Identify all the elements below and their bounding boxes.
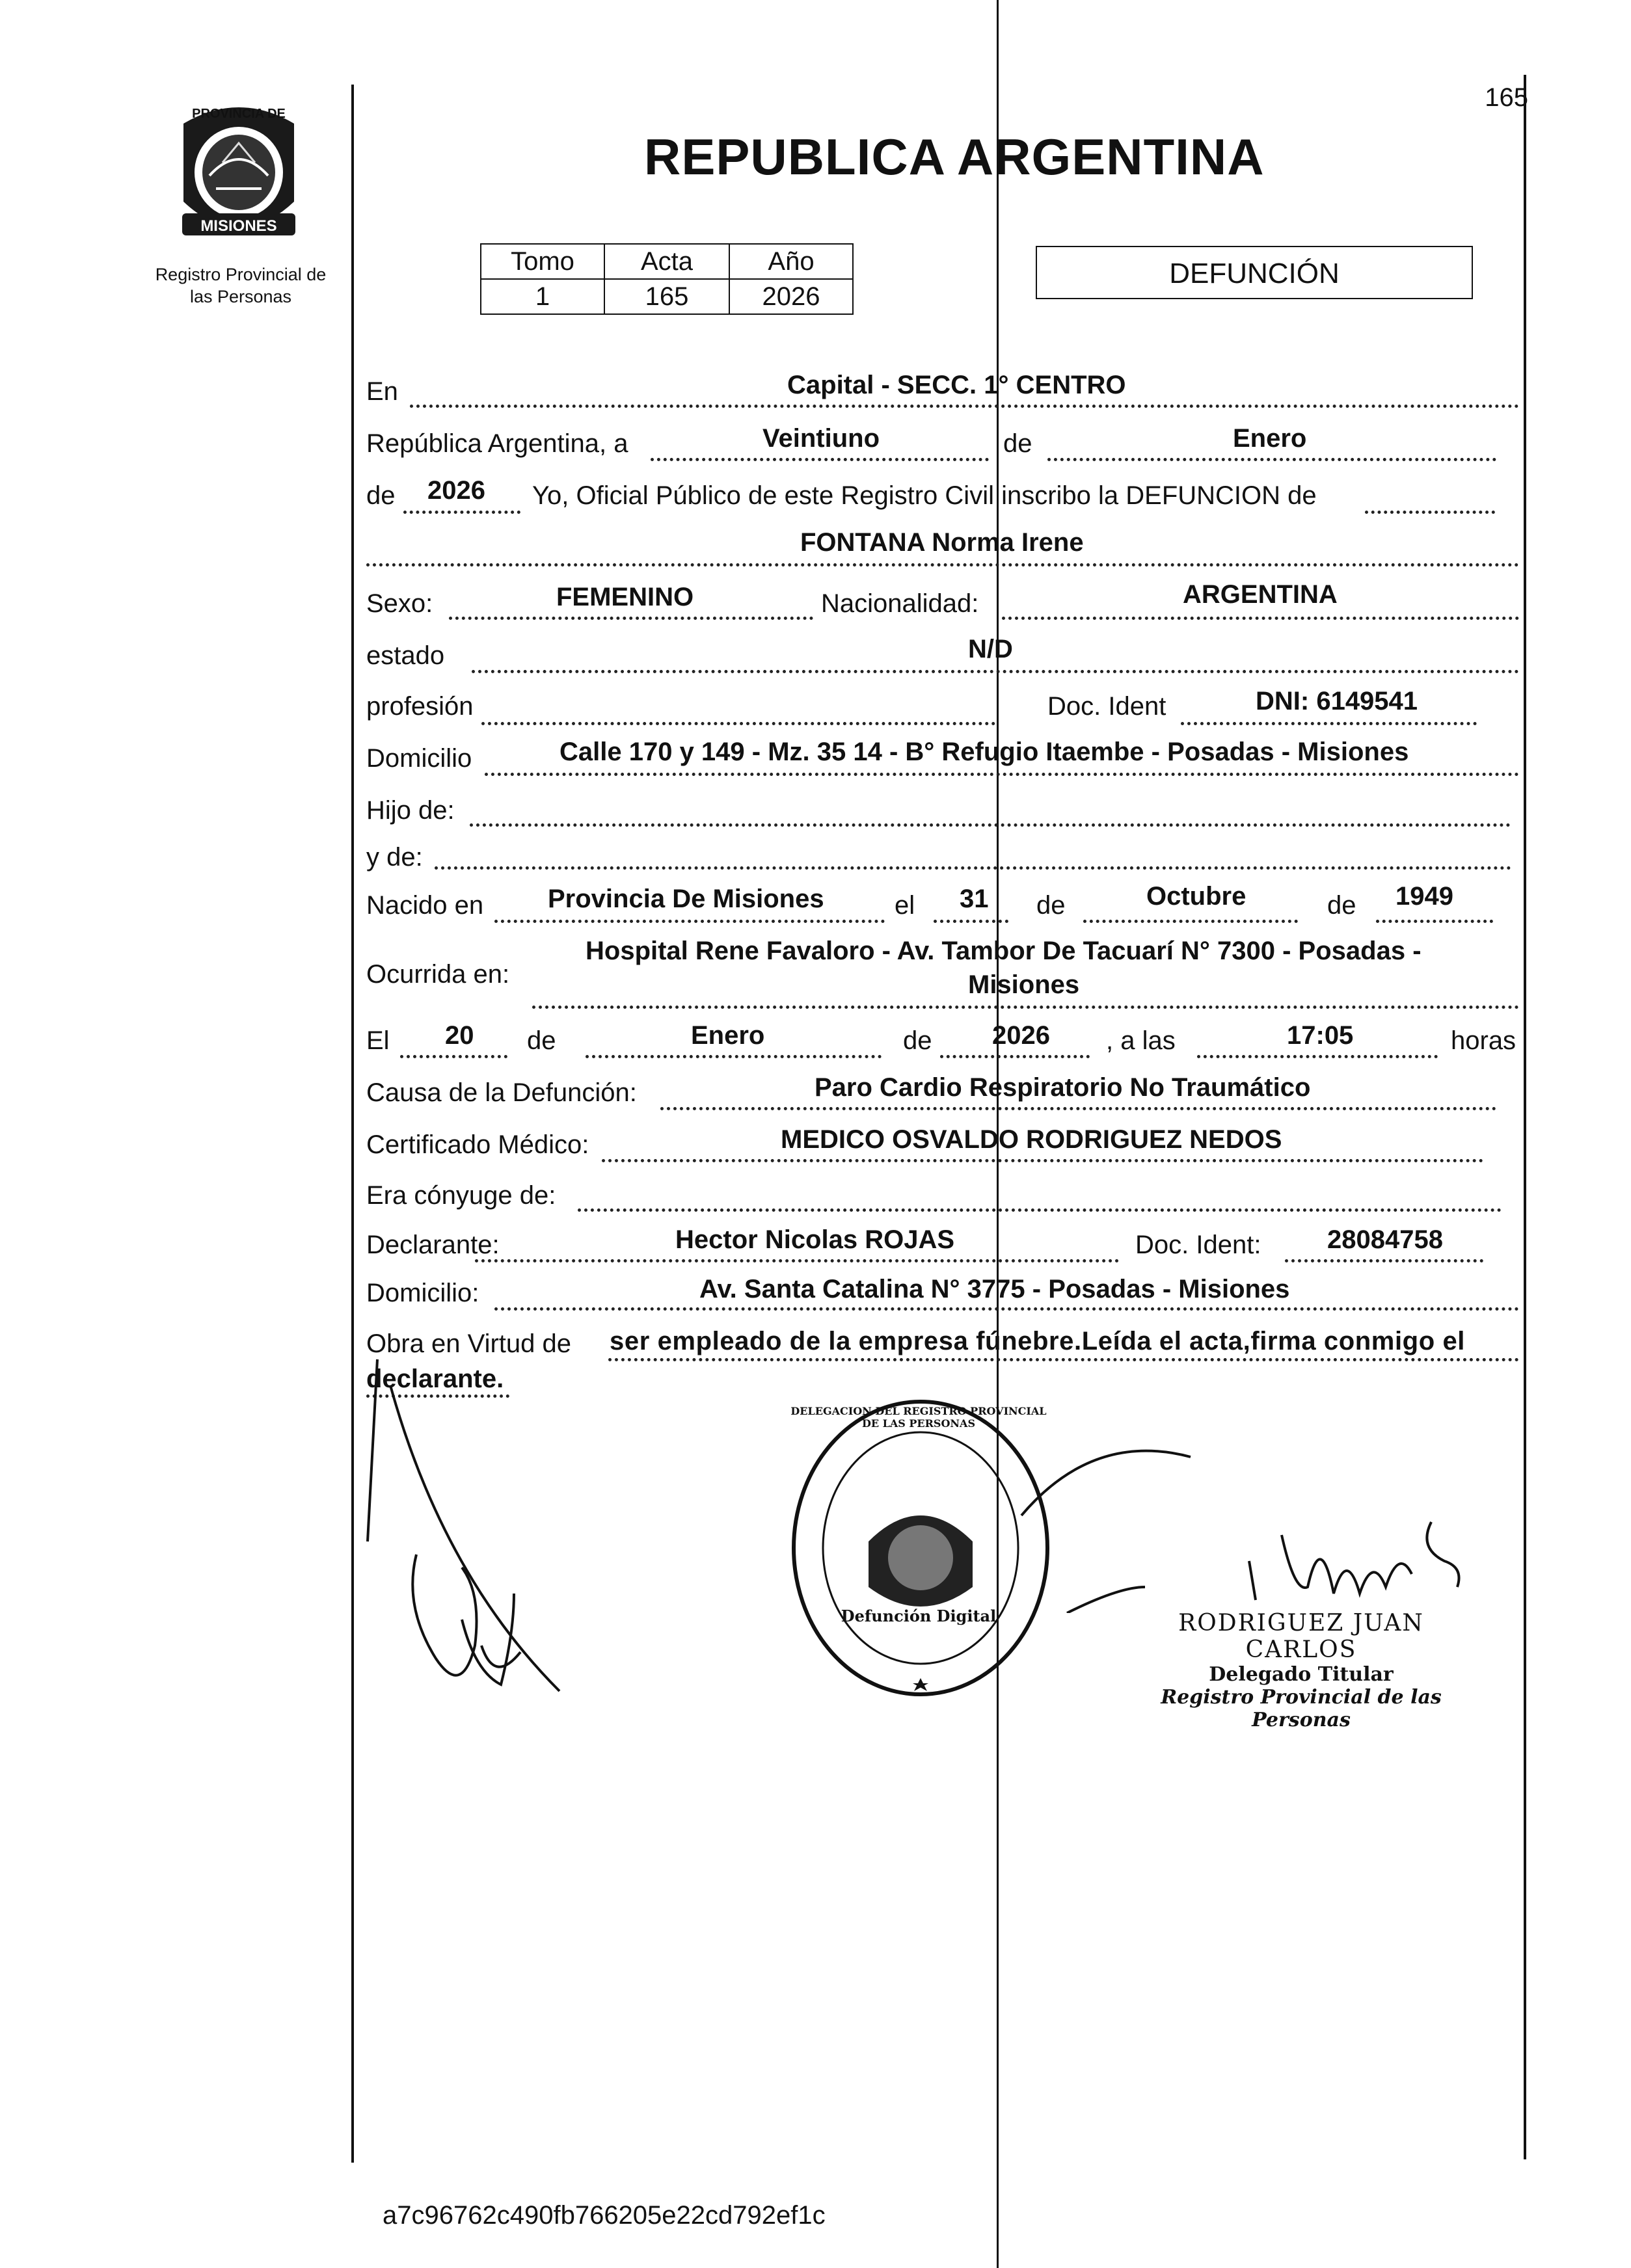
logo-text-bottom: MISIONES [200, 217, 277, 235]
obra-underline-1 [608, 1358, 1519, 1361]
domicilio-underline [485, 773, 1519, 776]
logo-lettering [170, 98, 307, 247]
def-mes-value: Enero [691, 1021, 765, 1050]
nac-anio-value: 1949 [1395, 882, 1453, 911]
acta-header-acta: Acta [604, 244, 729, 279]
acta-value-acta: 165 [604, 279, 729, 314]
acta-header-row [481, 244, 853, 279]
domicilio-label: Domicilio [366, 744, 472, 773]
def-el-label: El [366, 1026, 390, 1055]
sexo-underline [449, 617, 813, 620]
def-hora-value: 17:05 [1287, 1021, 1354, 1050]
hijo-label: Hijo de: [366, 796, 455, 825]
nacido-en-value: Provincia De Misiones [548, 885, 824, 913]
def-de2-label: de [903, 1026, 932, 1055]
ocurrida-underline [532, 1006, 1519, 1009]
sexo-value: FEMENINO [556, 583, 694, 611]
page-number: 165 [1485, 83, 1528, 112]
left-margin-line [351, 85, 354, 2163]
official-signature-icon [1236, 1509, 1470, 1626]
de-label: de [1003, 429, 1032, 458]
ocurrida-label: Ocurrida en: [366, 960, 510, 989]
sexo-label: Sexo: [366, 589, 433, 618]
acta-header-tomo: Tomo [481, 244, 604, 279]
oficial-text: Yo, Oficial Público de este Registro Civil inscribo la DEFUNCION de [532, 481, 1317, 510]
official-registry: Registro Provincial de las Personas [1161, 1686, 1442, 1731]
official-name: RODRIGUEZ JUAN CARLOS [1178, 1610, 1424, 1663]
decl-doc-label: Doc. Ident: [1135, 1231, 1261, 1259]
nac-mes-value: Octubre [1146, 882, 1247, 911]
alas-label: , a las [1106, 1026, 1176, 1055]
registry-label [130, 263, 351, 308]
en-value: Capital - SECC. 1° CENTRO [787, 371, 1126, 399]
fecha-mes: Enero [1233, 424, 1307, 453]
estado-label: estado [366, 641, 445, 670]
registry-line-1: Registro Provincial de [155, 265, 327, 284]
estado-underline [472, 670, 1519, 673]
estado-value: N/D [968, 635, 1013, 663]
declarante-underline [475, 1259, 1119, 1262]
def-anio-value: 2026 [992, 1021, 1050, 1050]
en-label: En [366, 377, 398, 406]
acta-value-tomo: 1 [481, 279, 604, 314]
acta-value-anio: 2026 [729, 279, 853, 314]
causa-value: Paro Cardio Respiratorio No Traumático [815, 1073, 1311, 1102]
def-mes-underline [586, 1055, 882, 1058]
domicilio-value: Calle 170 y 149 - Mz. 35 14 - B° Refugio Itaembe - Posadas - Misiones [559, 738, 1409, 766]
nac-anio-underline [1376, 920, 1493, 923]
nac-de-label: de [1036, 891, 1066, 920]
doc-ident-label: Doc. Ident [1047, 692, 1166, 721]
obra-label: Obra en Virtud de [366, 1329, 572, 1358]
def-anio-underline [940, 1055, 1090, 1058]
nacionalidad-underline [1002, 617, 1519, 620]
oficial-underline [1365, 511, 1495, 514]
causa-label: Causa de la Defunción: [366, 1078, 637, 1107]
registry-line-2: las Personas [189, 287, 292, 306]
official-stamp [1132, 1610, 1470, 1731]
fecha-dia: Veintiuno [762, 424, 880, 453]
decl-doc-underline [1285, 1259, 1483, 1262]
profesion-label: profesión [366, 692, 474, 721]
logo-text-top: PROVINCIA DE [192, 107, 286, 121]
deceased-name: FONTANA Norma Irene [800, 528, 1084, 557]
nac-de2-label: de [1327, 891, 1356, 920]
def-dia-value: 20 [445, 1021, 474, 1050]
fecha-anio: 2026 [427, 476, 485, 505]
def-de-label: de [527, 1026, 556, 1055]
obra-line-2: declarante. [366, 1365, 504, 1393]
doc-ident-underline [1181, 722, 1477, 725]
decl-dom-label: Domicilio: [366, 1279, 479, 1307]
horas-label: horas [1451, 1026, 1516, 1055]
nac-dia-underline [934, 920, 1008, 923]
nac-mes-underline [1083, 920, 1298, 923]
doc-type-box: DEFUNCIÓN [1036, 246, 1473, 299]
acta-header-anio: Año [729, 244, 853, 279]
decl-doc-value: 28084758 [1327, 1225, 1443, 1254]
nacionalidad-label: Nacionalidad: [821, 589, 979, 618]
decl-dom-value: Av. Santa Catalina N° 3775 - Posadas - Misiones [699, 1275, 1290, 1303]
nacido-underline [494, 920, 885, 923]
seal-center-text: Defunción Digital [841, 1607, 997, 1625]
right-margin-line [1524, 75, 1526, 2159]
declarante-label: Declarante: [366, 1231, 500, 1259]
de2-label: de [366, 481, 396, 510]
profesion-underline [481, 722, 995, 725]
obra-line-1: ser empleado de la empresa fúnebre.Leída el acta,firma conmigo el [610, 1327, 1466, 1355]
def-hora-underline [1197, 1055, 1438, 1058]
official-role: Delegado Titular [1209, 1663, 1394, 1686]
certificado-underline [602, 1159, 1483, 1162]
ocurrida-line-2: Misiones [968, 970, 1080, 999]
seal-ring-text: DELEGACION DEL REGISTRO PROVINCIAL DE LAS PERSONAS [790, 1405, 1047, 1430]
decl-dom-underline [494, 1307, 1519, 1311]
nac-el-label: el [895, 891, 915, 920]
document-hash: a7c96762c490fb766205e22cd792ef1c [383, 2201, 826, 2230]
page-title: REPUBLICA ARGENTINA [644, 128, 1265, 185]
declarante-value: Hector Nicolas ROJAS [675, 1225, 955, 1254]
hijo-underline [470, 823, 1511, 827]
certificado-value: MEDICO OSVALDO RODRIGUEZ NEDOS [781, 1125, 1282, 1154]
causa-underline [660, 1107, 1496, 1110]
declarant-signature-icon [364, 1346, 599, 1711]
doc-ident-value: DNI: 6149541 [1256, 687, 1418, 715]
en-underline [410, 405, 1519, 408]
ocurrida-line-1: Hospital Rene Favaloro - Av. Tambor De Tacuarí N° 7300 - Posadas - [586, 937, 1422, 965]
republica-label: República Argentina, a [366, 429, 628, 458]
yde-underline [435, 866, 1511, 870]
nombre-underline [366, 563, 1519, 567]
conyuge-underline [578, 1208, 1502, 1212]
nac-dia-value: 31 [960, 885, 989, 913]
seal-tail-icon [1015, 1418, 1210, 1613]
acta-value-row [481, 279, 853, 314]
nacido-label: Nacido en [366, 891, 484, 920]
anio-underline [403, 511, 520, 514]
yde-label: y de: [366, 843, 423, 872]
mes-underline [1047, 458, 1496, 461]
acta-table [480, 243, 854, 315]
def-dia-underline [400, 1055, 507, 1058]
dia-underline [651, 458, 989, 461]
conyuge-label: Era cónyuge de: [366, 1181, 556, 1210]
certificado-label: Certificado Médico: [366, 1130, 589, 1159]
nacionalidad-value: ARGENTINA [1183, 580, 1338, 609]
